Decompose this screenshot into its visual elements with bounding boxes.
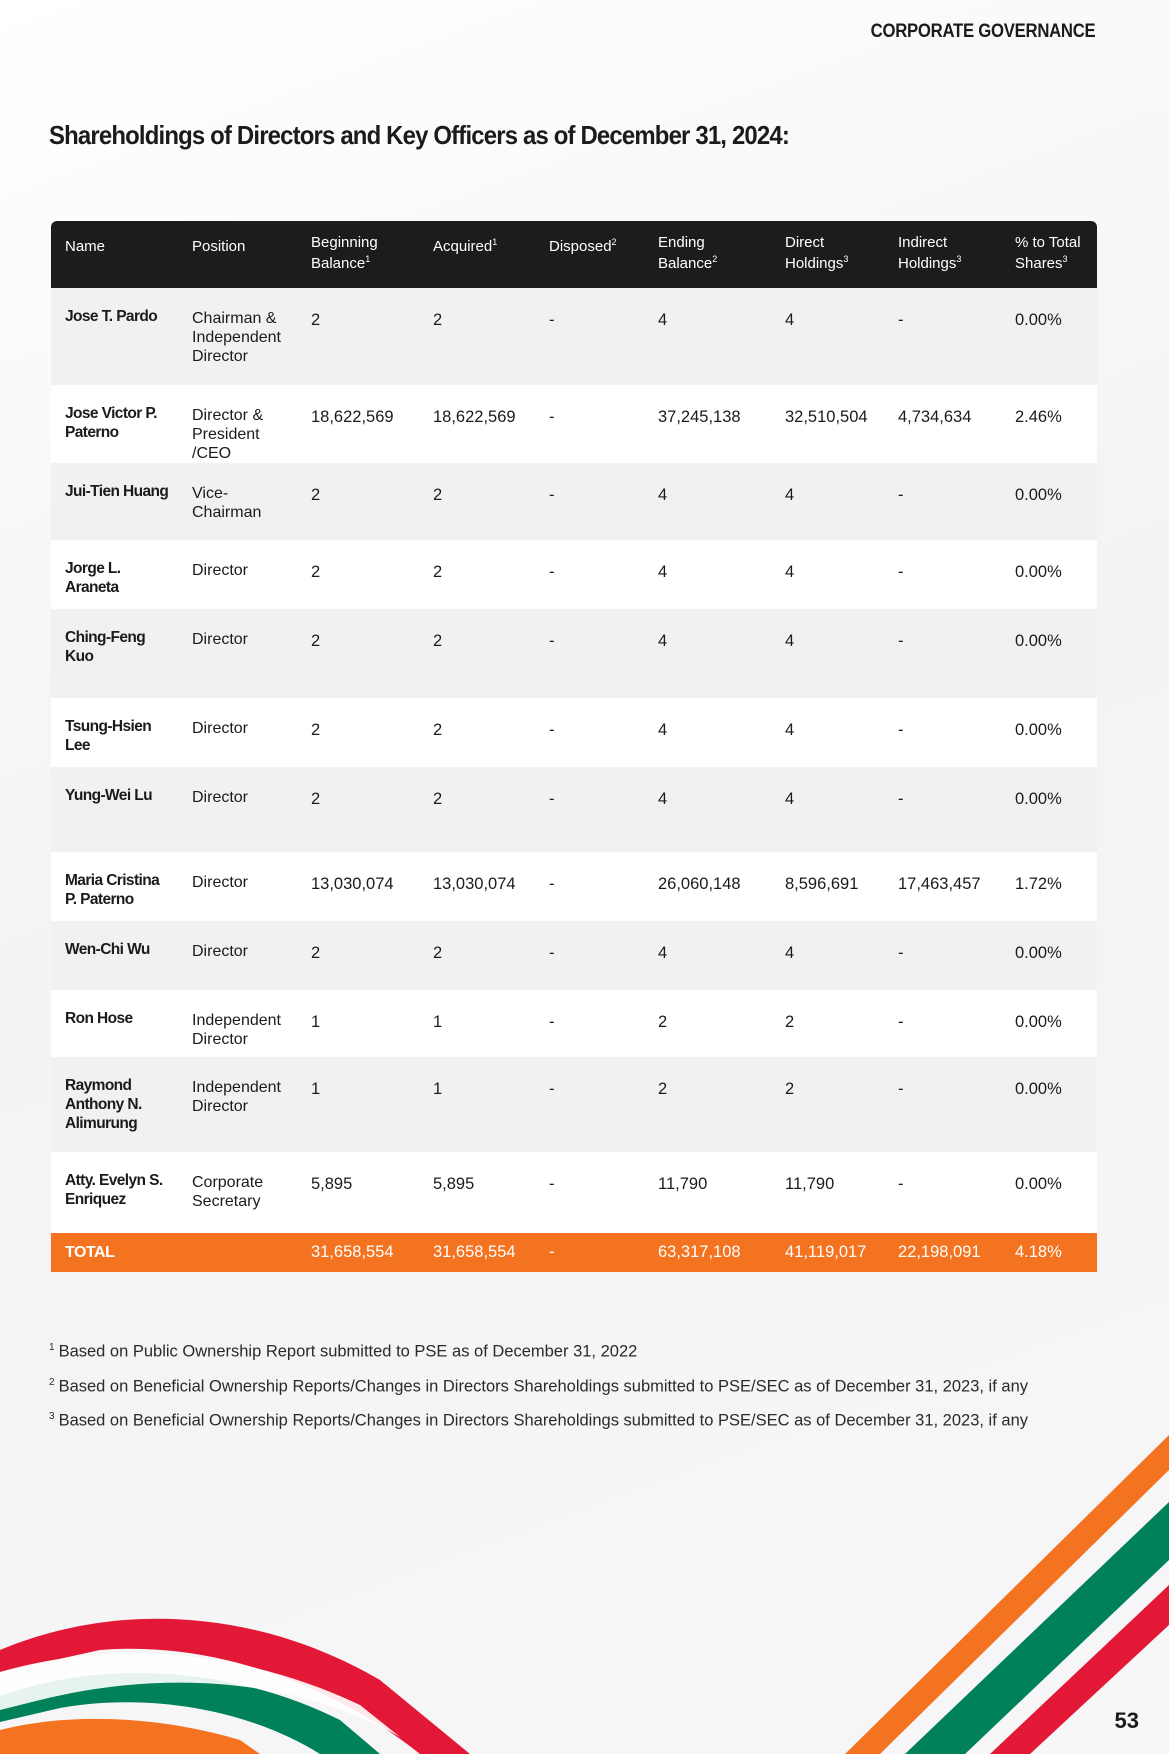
column-header-indirect-holdings: Indirect Holdings$^3$ xyxy=(898,234,962,272)
cell-percent-total: 0.00% xyxy=(1015,311,1062,329)
cell-direct-holdings: 4 xyxy=(785,632,795,650)
cell-ending-balance: 2 xyxy=(658,1080,668,1098)
cell-indirect-holdings: - xyxy=(898,721,904,739)
page-title: Shareholdings of Directors and Key Officers as of December 31, 2024: xyxy=(49,120,789,150)
cell-indirect-holdings: - xyxy=(898,944,904,962)
cell-acquired: 2 xyxy=(433,486,443,504)
cell-ending-balance: 11,790 xyxy=(658,1175,708,1193)
cell-direct-holdings: 2 xyxy=(785,1080,795,1098)
cell-indirect-holdings: - xyxy=(898,1013,904,1031)
total-indirect-holdings: 22,198,091 xyxy=(898,1243,981,1261)
cell-acquired: 13,030,074 xyxy=(433,875,516,893)
cell-direct-holdings: 4 xyxy=(785,486,795,504)
cell-direct-holdings: 4 xyxy=(785,721,795,739)
cell-name: Raymond Anthony N. Alimurung xyxy=(65,1077,142,1132)
table-row xyxy=(51,767,1097,852)
cell-percent-total: 0.00% xyxy=(1015,944,1062,962)
cell-beginning-balance: 2 xyxy=(311,721,321,739)
cell-indirect-holdings: 17,463,457 xyxy=(898,875,981,893)
table-row xyxy=(51,1152,1097,1233)
cell-acquired: 2 xyxy=(433,944,443,962)
footnote: $^2$ Based on Beneficial Ownership Reports/Changes in Directors Shareholdings submitted to PSE/SEC as of December 31, 2023, if any xyxy=(49,1376,1028,1395)
page-number: 53 xyxy=(1114,1708,1139,1733)
table-row xyxy=(51,385,1097,463)
cell-name: Yung-Wei Lu xyxy=(65,787,152,804)
cell-indirect-holdings: 4,734,634 xyxy=(898,408,972,426)
cell-position: Independent Director xyxy=(192,1079,281,1115)
cell-beginning-balance: 5,895 xyxy=(311,1175,353,1193)
table-row xyxy=(51,540,1097,609)
cell-direct-holdings: 4 xyxy=(785,563,795,581)
cell-direct-holdings: 32,510,504 xyxy=(785,408,868,426)
cell-acquired: 5,895 xyxy=(433,1175,475,1193)
cell-acquired: 2 xyxy=(433,632,443,650)
cell-disposed: - xyxy=(549,486,555,504)
table-header-row xyxy=(51,221,1097,288)
cell-beginning-balance: 2 xyxy=(311,632,321,650)
left-swoosh-orange xyxy=(0,1719,260,1754)
total-percent-total: 4.18% xyxy=(1015,1243,1062,1261)
cell-indirect-holdings: - xyxy=(898,1080,904,1098)
table-row xyxy=(51,990,1097,1057)
cell-ending-balance: 4 xyxy=(658,721,668,739)
cell-ending-balance: 4 xyxy=(658,311,668,329)
cell-ending-balance: 4 xyxy=(658,790,668,808)
column-header-beginning-balance: Beginning Balance$^1$ xyxy=(311,234,378,272)
cell-position: Independent Director xyxy=(192,1012,281,1048)
column-header-position: Position xyxy=(192,238,246,255)
cell-ending-balance: 37,245,138 xyxy=(658,408,741,426)
cell-name: Wen-Chi Wu xyxy=(65,941,150,958)
cell-position: Director xyxy=(192,874,249,891)
cell-beginning-balance: 1 xyxy=(311,1013,321,1031)
cell-position: Vice-Chairman xyxy=(192,485,262,521)
cell-indirect-holdings: - xyxy=(898,311,904,329)
cell-acquired: 2 xyxy=(433,563,443,581)
table-row xyxy=(51,609,1097,698)
cell-disposed: - xyxy=(549,721,555,739)
cell-beginning-balance: 2 xyxy=(311,790,321,808)
cell-direct-holdings: 2 xyxy=(785,1013,795,1031)
cell-disposed: - xyxy=(549,875,555,893)
cell-disposed: - xyxy=(549,944,555,962)
cell-acquired: 1 xyxy=(433,1013,443,1031)
table-row xyxy=(51,288,1097,385)
cell-percent-total: 0.00% xyxy=(1015,1175,1062,1193)
cell-percent-total: 0.00% xyxy=(1015,486,1062,504)
cell-beginning-balance: 18,622,569 xyxy=(311,408,394,426)
cell-name: Ron Hose xyxy=(65,1010,133,1027)
cell-indirect-holdings: - xyxy=(898,790,904,808)
column-header-direct-holdings: Direct Holdings$^3$ xyxy=(785,234,849,272)
cell-name: Jui-Tien Huang xyxy=(65,483,169,500)
cell-name: Tsung-Hsien Lee xyxy=(65,718,152,754)
total-beginning-balance: 31,658,554 xyxy=(311,1243,394,1261)
cell-percent-total: 1.72% xyxy=(1015,875,1062,893)
cell-position: Director xyxy=(192,789,249,806)
table-row xyxy=(51,852,1097,921)
cell-percent-total: 0.00% xyxy=(1015,721,1062,739)
cell-indirect-holdings: - xyxy=(898,563,904,581)
cell-position: Director xyxy=(192,943,249,960)
cell-direct-holdings: 4 xyxy=(785,790,795,808)
cell-ending-balance: 26,060,148 xyxy=(658,875,741,893)
cell-disposed: - xyxy=(549,563,555,581)
cell-name: Atty. Evelyn S. Enriquez xyxy=(65,1172,163,1208)
cell-percent-total: 2.46% xyxy=(1015,408,1062,426)
cell-position: Director xyxy=(192,720,249,737)
shareholdings-table xyxy=(51,221,1097,1272)
total-disposed: - xyxy=(549,1243,555,1261)
cell-percent-total: 0.00% xyxy=(1015,632,1062,650)
section-label: CORPORATE GOVERNANCE xyxy=(870,21,1095,42)
cell-indirect-holdings: - xyxy=(898,486,904,504)
column-header-percent-total: % to Total Shares$^3$ xyxy=(1015,234,1081,272)
cell-direct-holdings: 11,790 xyxy=(785,1175,835,1193)
table-row xyxy=(51,698,1097,767)
cell-disposed: - xyxy=(549,1013,555,1031)
cell-disposed: - xyxy=(549,408,555,426)
footnote: $^3$ Based on Beneficial Ownership Reports/Changes in Directors Shareholdings submitted to PSE/SEC as of December 31, 2023, if any xyxy=(49,1411,1028,1430)
cell-name: Maria Cristina P. Paterno xyxy=(65,872,160,908)
cell-disposed: - xyxy=(549,790,555,808)
cell-beginning-balance: 2 xyxy=(311,944,321,962)
cell-ending-balance: 2 xyxy=(658,1013,668,1031)
table-row xyxy=(51,463,1097,540)
shareholdings-table-container xyxy=(51,221,1097,1272)
cell-ending-balance: 4 xyxy=(658,486,668,504)
total-acquired: 31,658,554 xyxy=(433,1243,516,1261)
cell-position: Director & President /CEO xyxy=(192,407,264,462)
cell-acquired: 2 xyxy=(433,721,443,739)
cell-disposed: - xyxy=(549,632,555,650)
table-row xyxy=(51,921,1097,990)
cell-position: Chairman & Independent Director xyxy=(192,310,281,365)
total-row xyxy=(51,1233,1097,1272)
cell-ending-balance: 4 xyxy=(658,944,668,962)
cell-position: Director xyxy=(192,631,249,648)
cell-acquired: 18,622,569 xyxy=(433,408,516,426)
cell-beginning-balance: 1 xyxy=(311,1080,321,1098)
cell-percent-total: 0.00% xyxy=(1015,563,1062,581)
table-row xyxy=(51,1057,1097,1152)
total-ending-balance: 63,317,108 xyxy=(658,1243,741,1261)
cell-direct-holdings: 8,596,691 xyxy=(785,875,859,893)
cell-name: Jorge L. Araneta xyxy=(65,560,121,596)
column-header-disposed: Disposed$^2$ xyxy=(549,237,617,255)
column-header-ending-balance: Ending Balance$^2$ xyxy=(658,234,718,272)
cell-name: Ching-Feng Kuo xyxy=(65,629,146,665)
cell-beginning-balance: 13,030,074 xyxy=(311,875,394,893)
cell-beginning-balance: 2 xyxy=(311,486,321,504)
cell-disposed: - xyxy=(549,1175,555,1193)
total-direct-holdings: 41,119,017 xyxy=(785,1243,867,1261)
cell-acquired: 2 xyxy=(433,311,443,329)
footnote: $^1$ Based on Public Ownership Report submitted to PSE as of December 31, 2022 xyxy=(49,1342,638,1361)
cell-name: Jose Victor P. Paterno xyxy=(65,405,157,441)
cell-name: Jose T. Pardo xyxy=(65,308,158,325)
cell-beginning-balance: 2 xyxy=(311,563,321,581)
cell-percent-total: 0.00% xyxy=(1015,790,1062,808)
cell-beginning-balance: 2 xyxy=(311,311,321,329)
cell-ending-balance: 4 xyxy=(658,632,668,650)
cell-acquired: 2 xyxy=(433,790,443,808)
cell-disposed: - xyxy=(549,311,555,329)
cell-percent-total: 0.00% xyxy=(1015,1013,1062,1031)
cell-acquired: 1 xyxy=(433,1080,443,1098)
cell-indirect-holdings: - xyxy=(898,1175,904,1193)
cell-indirect-holdings: - xyxy=(898,632,904,650)
column-header-name: Name xyxy=(65,238,106,255)
cell-disposed: - xyxy=(549,1080,555,1098)
cell-direct-holdings: 4 xyxy=(785,311,795,329)
cell-position: Director xyxy=(192,562,249,579)
total-label: TOTAL xyxy=(65,1243,115,1261)
column-header-acquired: Acquired$^1$ xyxy=(433,237,498,255)
cell-percent-total: 0.00% xyxy=(1015,1080,1062,1098)
cell-direct-holdings: 4 xyxy=(785,944,795,962)
cell-position: Corporate Secretary xyxy=(192,1174,264,1210)
footnotes xyxy=(49,1338,1129,1442)
cell-ending-balance: 4 xyxy=(658,563,668,581)
